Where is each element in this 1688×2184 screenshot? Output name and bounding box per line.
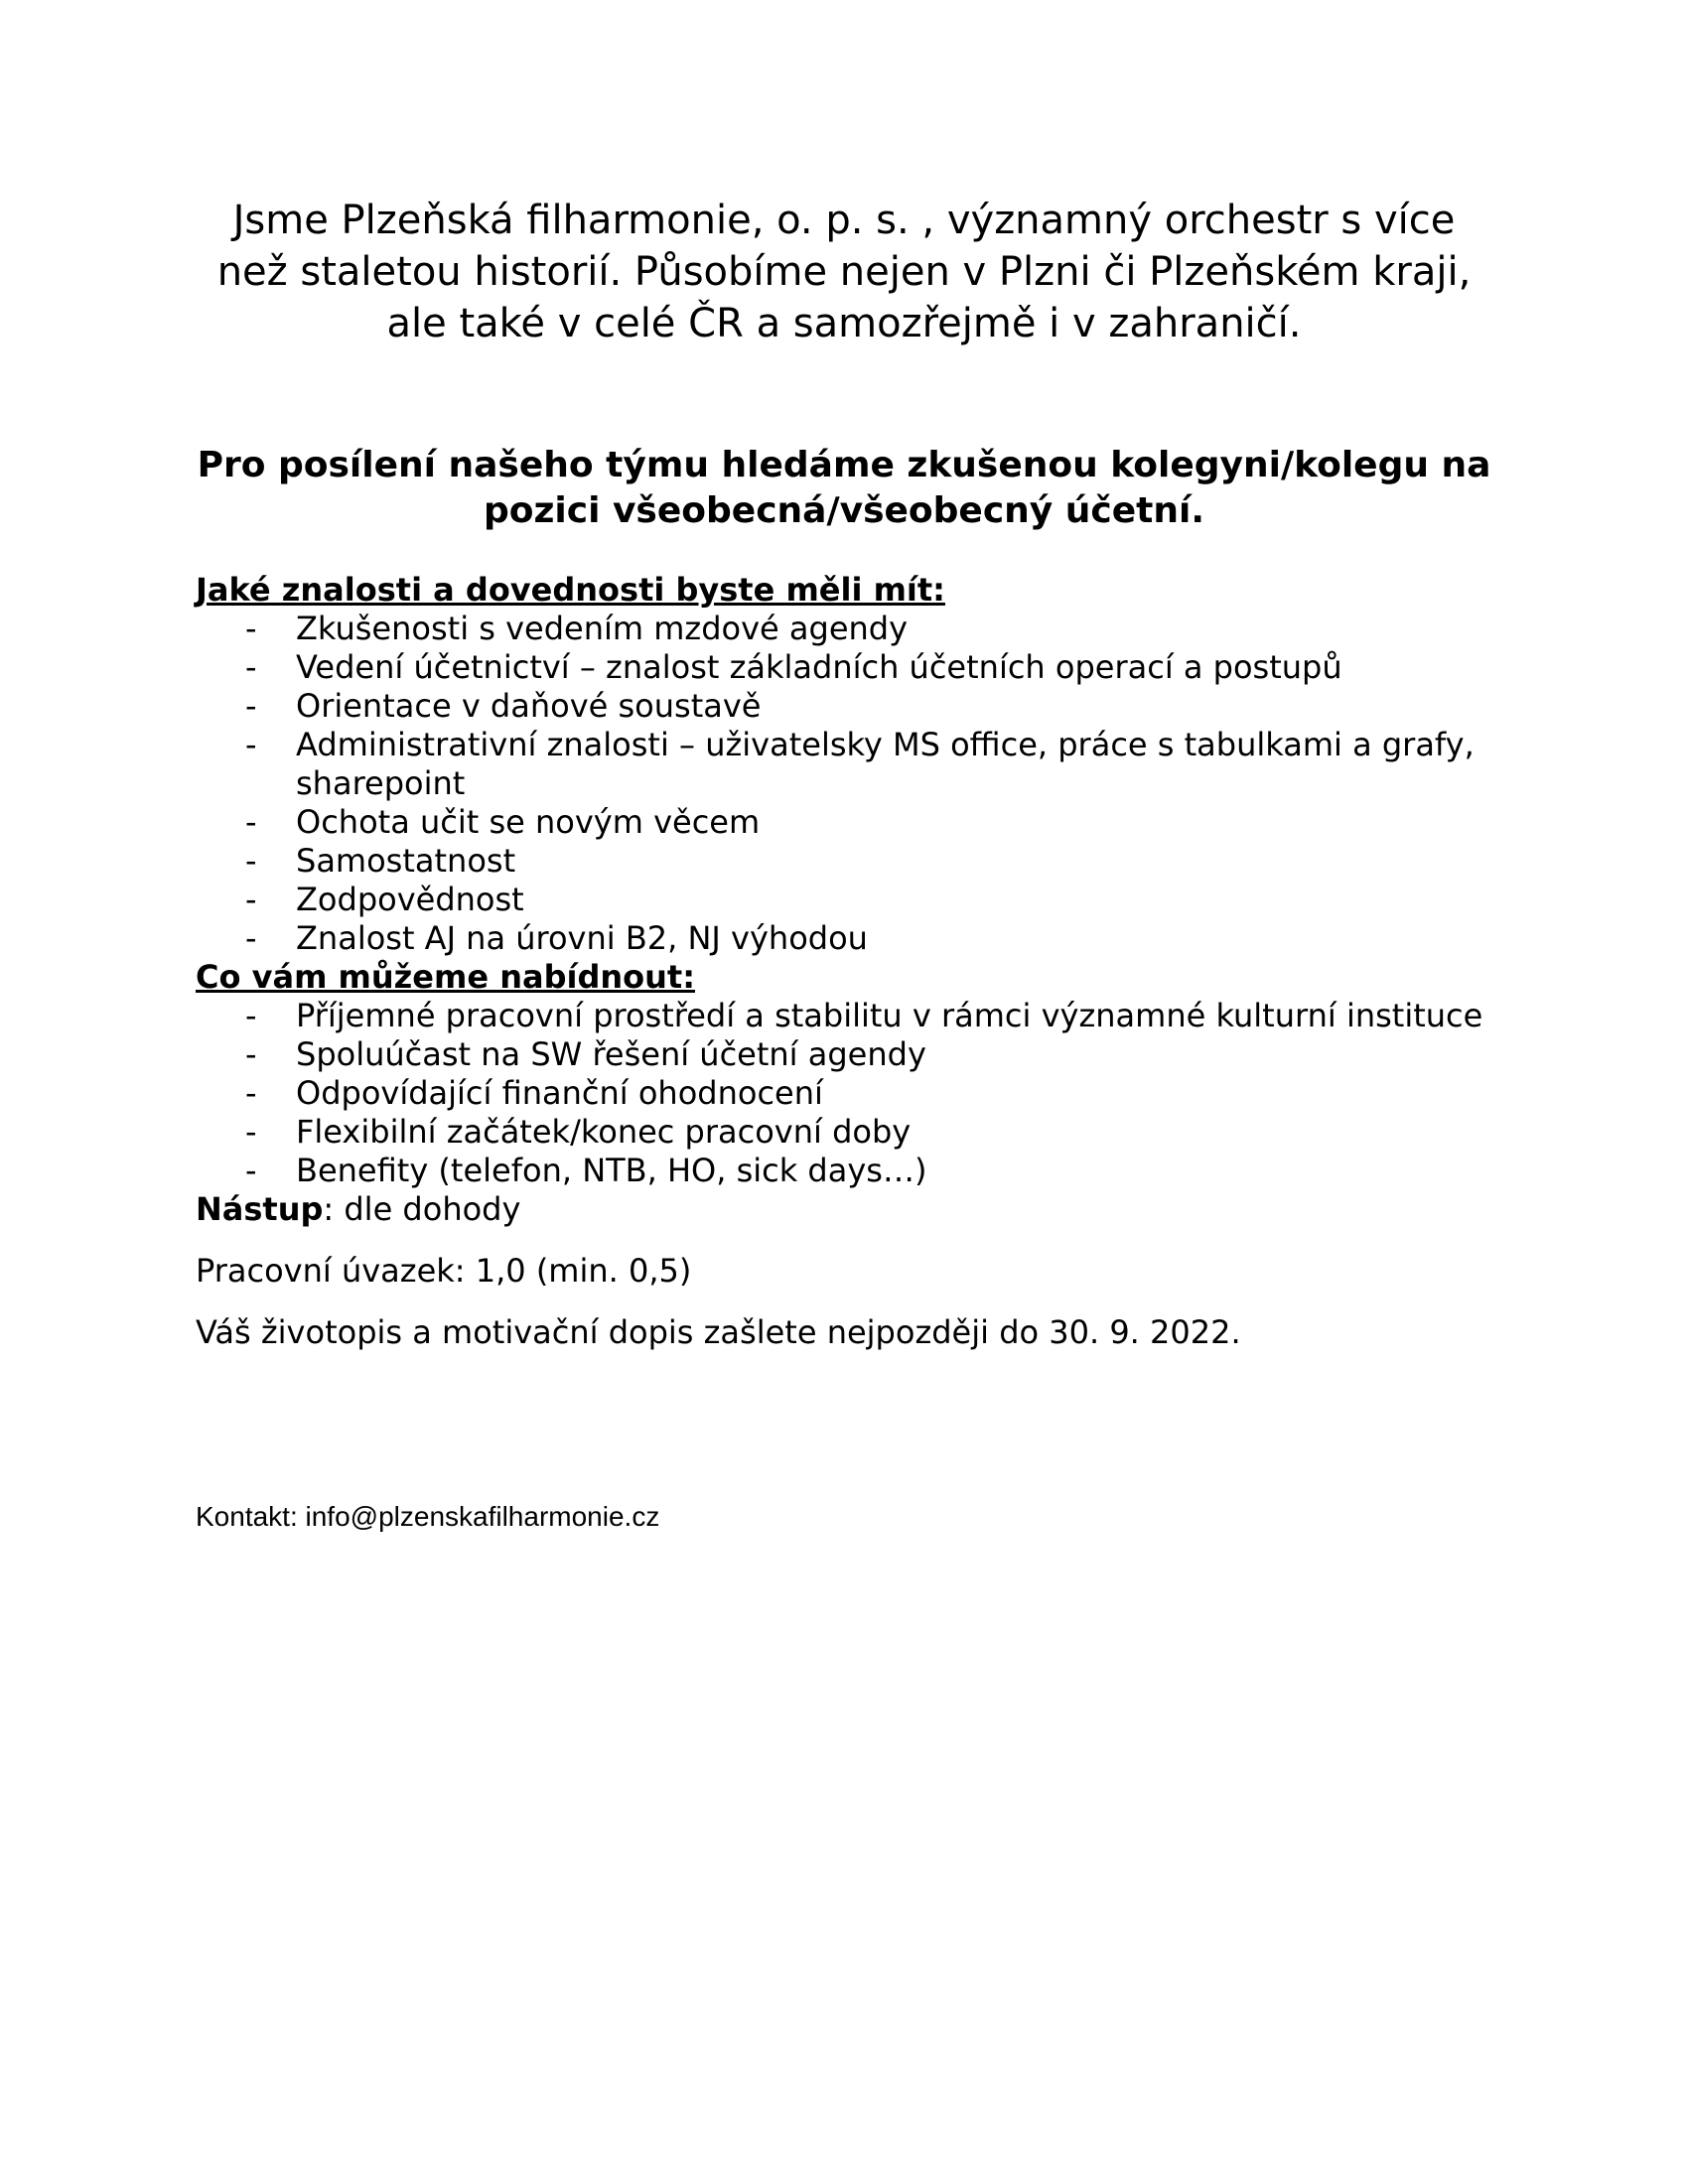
- list-item-text: Samostatnost: [296, 842, 516, 880]
- list-item: [196, 1152, 1494, 1190]
- list-item-text: Odpovídající finanční ohodnocení: [296, 1074, 823, 1112]
- list-item-text: Vedení účetnictví – znalost základních účetních operací a postupů: [296, 648, 1342, 686]
- list-item: [196, 726, 1494, 803]
- skills-title: Jaké znalosti a dovednosti byste měli mít:: [196, 571, 945, 609]
- list-item-text: Zkušenosti s vedením mzdové agendy: [296, 610, 909, 647]
- list-item-text: Znalost AJ na úrovni B2, NJ výhodou: [296, 919, 868, 957]
- list-item: [196, 687, 1494, 726]
- bullet-dash: -: [245, 803, 257, 841]
- list-item: [196, 842, 1494, 881]
- bullet-dash: -: [245, 919, 257, 957]
- list-item-text: Ochota učit se novým věcem: [296, 803, 761, 841]
- start-label: Nástup: [196, 1190, 324, 1228]
- list-item-text: Benefity (telefon, NTB, HO, sick days…): [296, 1152, 927, 1189]
- bullet-dash: -: [245, 881, 257, 918]
- list-item: [196, 610, 1494, 648]
- bullet-dash: -: [245, 997, 257, 1034]
- list-item: [196, 803, 1494, 842]
- list-item: [196, 997, 1494, 1035]
- offer-title: Co vám můžeme nabídnout:: [196, 958, 695, 996]
- list-item-text: Administrativní znalosti – uživatelsky MS office, práce s tabulkami a grafy, sharepoint: [296, 726, 1475, 802]
- list-item: [196, 648, 1494, 687]
- contact-line: Kontakt: info@plzenskafilharmonie.cz: [196, 1501, 660, 1532]
- skills-list: [196, 610, 1494, 958]
- bullet-dash: -: [245, 1035, 257, 1073]
- list-item: [196, 881, 1494, 919]
- list-item-text: Zodpovědnost: [296, 881, 524, 918]
- job-details: [196, 571, 1494, 1352]
- bullet-dash: -: [245, 648, 257, 686]
- list-item: [196, 1113, 1494, 1152]
- list-item: [196, 1035, 1494, 1074]
- job-headline: Pro posílení našeho týmu hledáme zkušenou kolegyni/kolegu na pozici všeobecná/všeobecný účetní.: [197, 445, 1491, 531]
- list-item-text: Orientace v daňové soustavě: [296, 687, 762, 725]
- list-item: [196, 1074, 1494, 1113]
- bullet-dash: -: [245, 726, 257, 763]
- start-value: : dle dohody: [323, 1190, 521, 1228]
- intro-paragraph: Jsme Plzeňská filharmonie, o. p. s. , významný orchestr s více než staletou historií. Působíme nejen v Plzni či Plzeňském kraji, ale také v celé ČR a samozřejmě i v zahraničí.: [216, 198, 1472, 346]
- start-date: [196, 1190, 1494, 1229]
- deadline: Váš životopis a motivační dopis zašlete nejpozději do 30. 9. 2022.: [196, 1313, 1241, 1351]
- bullet-dash: -: [245, 842, 257, 880]
- workload: Pracovní úvazek: 1,0 (min. 0,5): [196, 1252, 692, 1290]
- list-item-text: Spoluúčast na SW řešení účetní agendy: [296, 1035, 926, 1073]
- bullet-dash: -: [245, 1074, 257, 1112]
- list-item-text: Flexibilní začátek/konec pracovní doby: [296, 1113, 912, 1151]
- bullet-dash: -: [245, 1113, 257, 1151]
- list-item: [196, 919, 1494, 958]
- bullet-dash: -: [245, 610, 257, 647]
- bullet-dash: -: [245, 687, 257, 725]
- bullet-dash: -: [245, 1152, 257, 1189]
- offer-list: [196, 997, 1494, 1190]
- list-item-text: Příjemné pracovní prostředí a stabilitu v rámci významné kulturní instituce: [296, 997, 1483, 1034]
